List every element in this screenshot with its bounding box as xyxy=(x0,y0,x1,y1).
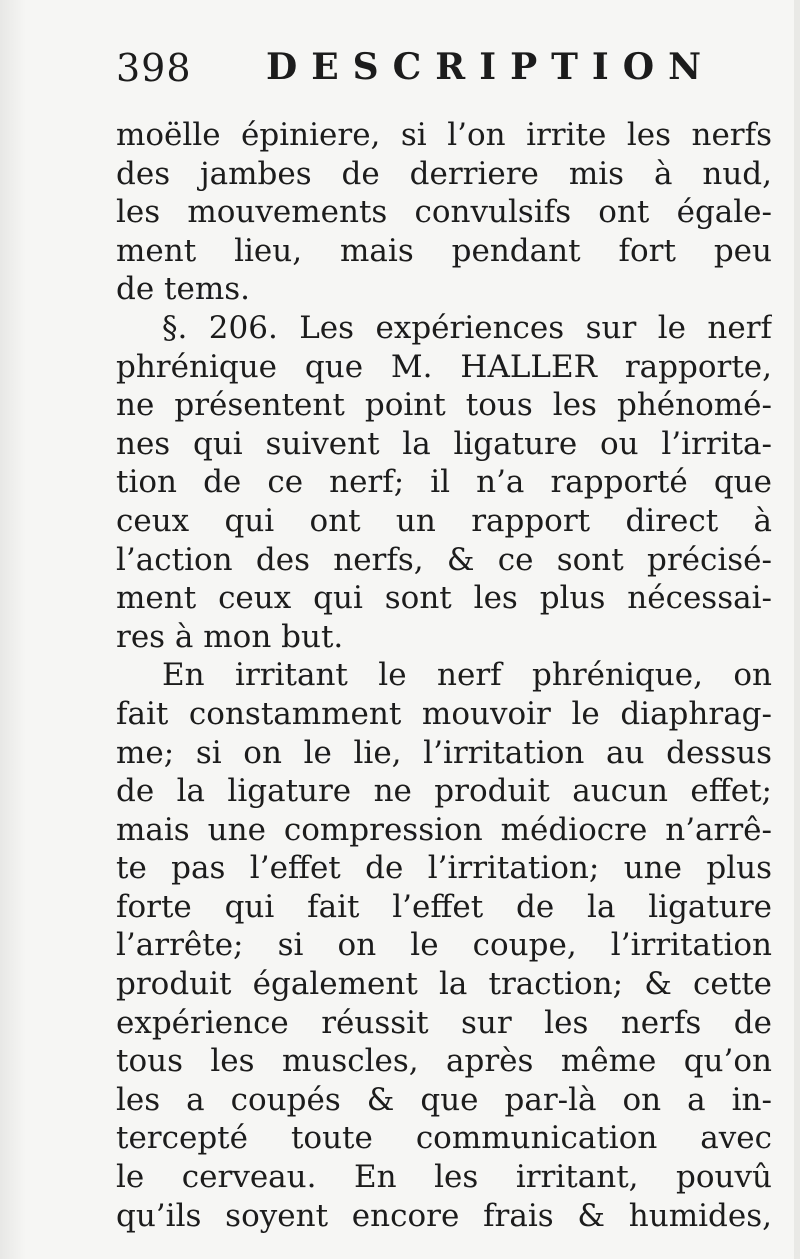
text-line: me; si on le lie, l’irritation au dessus xyxy=(116,734,772,771)
text-line: de la ligature ne produit aucun effet; xyxy=(116,773,772,810)
text-line: mais une compression médiocre n’arrê- xyxy=(116,811,772,848)
text-line: ment lieu, mais pendant fort peu xyxy=(116,232,772,269)
text-line: les mouvements convulsifs ont égale- xyxy=(116,194,772,231)
text-line: tion de ce nerf; il n’a rapporté que xyxy=(116,464,772,501)
text-line: l’arrête; si on le coupe, l’irritation xyxy=(116,927,772,964)
text-line: produit également la traction; & cette xyxy=(116,966,772,1003)
text-line: l’action des nerfs, & ce sont précisé- xyxy=(116,541,772,578)
text-line: En irritant le nerf phrénique, on xyxy=(162,657,772,694)
text-line: moëlle épiniere, si l’on irrite les nerfs xyxy=(116,117,772,153)
text-line: ne présentent point tous les phénomé- xyxy=(116,387,772,424)
text-line: forte qui fait l’effet de la ligature xyxy=(116,888,772,925)
text-line: res à mon but. xyxy=(116,618,344,655)
text-line: le cerveau. En les irritant, pouvû xyxy=(116,1159,772,1196)
text-line: nes qui suivent la ligature ou l’irrita- xyxy=(116,425,772,462)
text-line: ceux qui ont un rapport direct à xyxy=(116,502,772,539)
text-line: §. 206. Les expériences sur le nerf xyxy=(162,309,772,346)
text-line: phrénique que M. HALLER rapporte, xyxy=(116,348,772,385)
running-head: DESCRIPTION xyxy=(266,46,716,88)
text-line: expérience réussit sur les nerfs de xyxy=(116,1004,772,1041)
text-line: tous les muscles, après même qu’on xyxy=(116,1043,772,1080)
text-line: les a coupés & que par-là on a in- xyxy=(116,1081,772,1118)
page-header xyxy=(116,40,716,100)
text-line: des jambes de derriere mis à nud, xyxy=(116,155,772,192)
text-line: te pas l’effet de l’irritation; une plus xyxy=(116,850,772,887)
text-line: qu’ils soyent encore frais & humides, xyxy=(116,1197,772,1234)
page-number: 398 xyxy=(116,46,192,90)
text-line: ment ceux qui sont les plus nécessai- xyxy=(116,580,772,617)
text-line: de tems. xyxy=(116,271,251,308)
text-line: fait constamment mouvoir le diaphrag- xyxy=(116,695,772,732)
body-text xyxy=(116,116,772,1235)
text-line: tercepté toute communication avec xyxy=(116,1120,772,1157)
